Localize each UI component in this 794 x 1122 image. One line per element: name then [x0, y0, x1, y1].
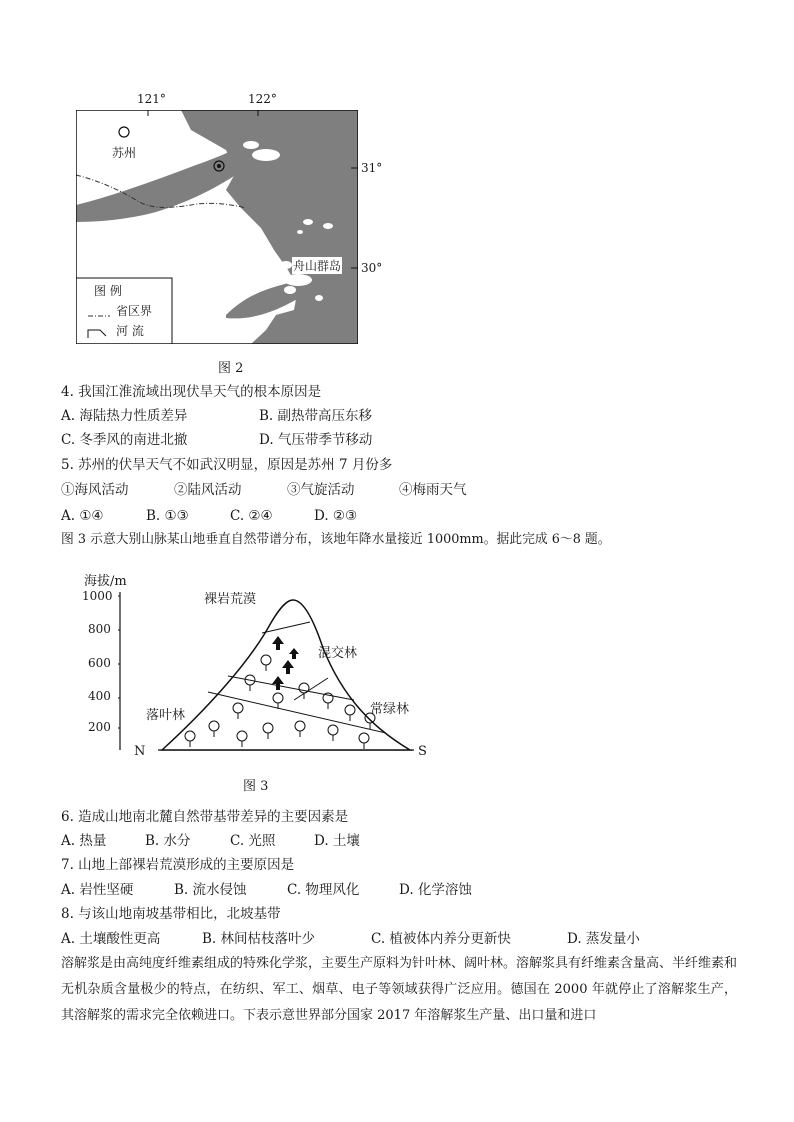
option-a[interactable]: A. 岩性坚硬	[61, 882, 134, 898]
figure-3-intro: 图 3 示意大别山脉某山地垂直自然带谱分布，该地年降水量接近 1000mm。据此完成 6～8 题。	[61, 532, 611, 547]
legend-item-river: 河 流	[116, 324, 144, 338]
zone-label-bare-rock: 裸岩荒漠	[204, 592, 257, 607]
zone-label-mixed-forest: 混交林	[318, 646, 358, 661]
lat-label-31: 31°	[361, 161, 383, 175]
islands-label: 舟山群岛	[293, 259, 342, 273]
option-c[interactable]: C. 物理风化	[287, 882, 360, 898]
lon-label-121: 121°	[137, 92, 166, 106]
option-b[interactable]: B. ①③	[146, 508, 189, 524]
option-d[interactable]: D. 土壤	[314, 833, 360, 849]
island	[303, 219, 313, 225]
option-b[interactable]: B. 水分	[145, 833, 191, 849]
legend-item-boundary: 省区界	[116, 304, 153, 318]
option-c[interactable]: C. 光照	[230, 833, 276, 849]
item-1: ①海风活动	[61, 482, 129, 498]
lat-label-30: 30°	[361, 261, 383, 275]
option-d[interactable]: D. 蒸发量小	[567, 931, 640, 947]
option-d[interactable]: D. ②③	[314, 508, 358, 524]
island	[243, 141, 259, 149]
y-tick-400: 400	[88, 689, 111, 703]
figure-3-diagram	[82, 570, 442, 765]
item-2: ②陆风活动	[174, 482, 242, 498]
island	[241, 288, 247, 292]
island	[297, 230, 303, 234]
south-label: S	[418, 744, 427, 759]
island	[252, 149, 280, 161]
question-6-stem: 6. 造成山地南北麓自然带基带差异的主要因素是	[61, 809, 349, 825]
zone-label-deciduous: 落叶林	[146, 708, 186, 723]
item-3: ③气旋活动	[287, 482, 355, 498]
y-axis-label: 海拔/m	[84, 574, 127, 589]
north-label: N	[134, 744, 146, 759]
option-a[interactable]: A. 海陆热力性质差异	[61, 408, 188, 424]
island	[315, 295, 323, 301]
mountain-outline	[162, 600, 410, 750]
lon-label-122: 122°	[248, 92, 277, 106]
island	[323, 223, 333, 229]
option-d[interactable]: D. 气压带季节移动	[259, 432, 373, 448]
question-8-stem: 8. 与该山地南坡基带相比，北坡基带	[61, 906, 281, 922]
figure-2-map	[70, 92, 383, 347]
option-b[interactable]: B. 副热带高压东移	[259, 408, 373, 424]
option-c[interactable]: C. ②④	[230, 508, 273, 524]
passage-dissolving-pulp: 溶解浆是由高纯度纤维素组成的特殊化学浆，主要生产原料为针叶林、阔叶林。溶解浆具有纤维素含量高、半纤维素和无机杂质含量极少的特点，在纺织、军工、烟草、电子等领域获得广泛应用。德国在 2000 年就停止了溶解浆生产，其溶解浆的需求完全依赖进口。下表示意世界部分国家 2017 年溶解浆生产量、出口量和进口	[61, 956, 738, 1023]
y-tick-600: 600	[88, 656, 111, 670]
option-d[interactable]: D. 化学溶蚀	[399, 882, 472, 898]
island	[284, 274, 312, 286]
island	[274, 272, 282, 278]
mountain-profile	[118, 588, 418, 753]
island	[284, 286, 296, 294]
question-7-stem: 7. 山地上部裸岩荒漠形成的主要原因是	[61, 857, 295, 873]
option-c[interactable]: C. 冬季风的南进北撤	[61, 432, 188, 448]
figure-2-caption: 图 2	[218, 361, 244, 376]
y-tick-200: 200	[88, 720, 111, 734]
option-a[interactable]: A. 土壤酸性更高	[61, 931, 161, 947]
item-4: ④梅雨天气	[399, 482, 467, 498]
question-5-stem: 5. 苏州的伏旱天气不如武汉明显，原因是苏州 7 月份多	[61, 457, 393, 473]
option-b[interactable]: B. 林间枯枝落叶少	[202, 931, 316, 947]
zone-label-evergreen: 常绿林	[370, 702, 410, 717]
y-tick-800: 800	[88, 622, 111, 636]
city-label-suzhou: 苏州	[112, 146, 137, 160]
figure-3-caption: 图 3	[243, 779, 269, 794]
legend-title: 图 例	[94, 284, 122, 298]
island	[280, 261, 292, 269]
option-c[interactable]: C. 植被体内养分更新快	[371, 931, 511, 947]
option-b[interactable]: B. 流水侵蚀	[174, 882, 247, 898]
y-tick-1000: 1000	[82, 589, 113, 603]
option-a[interactable]: A. ①④	[61, 508, 104, 524]
option-a[interactable]: A. 热量	[61, 833, 107, 849]
question-4-stem: 4. 我国江淮流域出现伏旱天气的根本原因是	[61, 384, 322, 400]
